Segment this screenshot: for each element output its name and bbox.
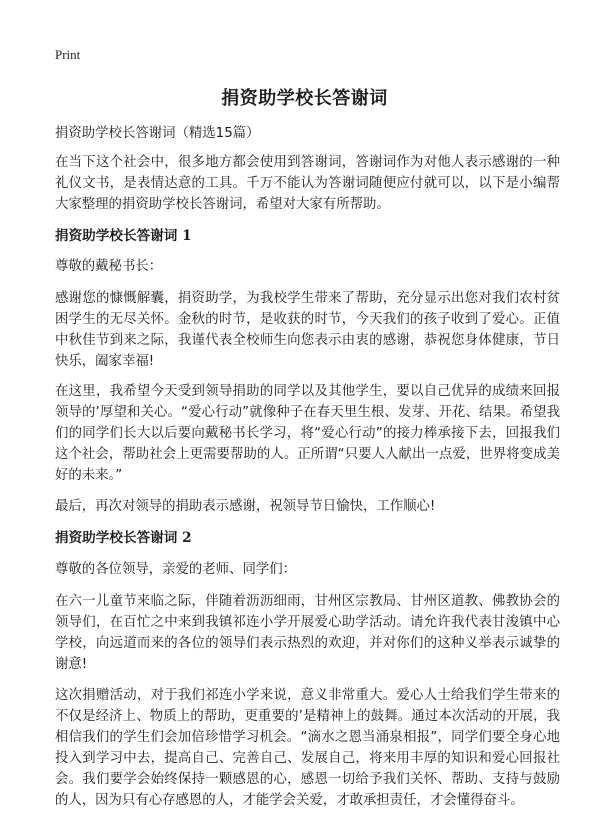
print-link[interactable]: Print	[55, 47, 81, 62]
section-greeting: 尊敬的各位领导，亲爱的老师、同学们：	[55, 562, 297, 577]
document-subtitle: 捐资助学校长答谢词（精选15篇）	[55, 126, 260, 141]
section-heading: 捐资助学校长答谢词 2	[55, 530, 192, 546]
section-heading: 捐资助学校长答谢词 1	[55, 228, 192, 244]
section-paragraph: 在六一儿童节来临之际，伴随着沥沥细雨，甘州区宗教局、甘州区道教、佛教协会的领导们，在百忙之中来到我镇祁连小学开展爱心助学活动。请允许我代表甘浚镇中心学校，向远道而来的各位的领导们表示热烈的欢迎，并对你们的这种义举表示诚挚的谢意!	[55, 594, 560, 672]
section-greeting: 尊敬的戴秘书长：	[55, 259, 163, 274]
section-paragraph: 最后，再次对领导的捐助表示感谢，祝领导节日愉快，工作顺心!	[55, 499, 436, 514]
section-1	[55, 226, 560, 517]
section-paragraph: 感谢您的慷慨解囊，捐资助学，为我校学生带来了帮助，充分显示出您对我们农村贫困学生的无尽关怀。金秋的时节，是收获的时节，今天我们的孩子收到了爱心。正值中秋佳节到来之际，我谨代表全校师生向您表示由衷的感谢，恭祝您身体健康，节日快乐，阖家幸福!	[55, 291, 560, 369]
section-paragraph: 在这里，我希望今天受到领导捐助的同学以及其他学生，要以自己优异的成绩来回报领导的’厚望和关心。“爱心行动”就像种子在春天里生根、发芽、开花、结果。希望我们的同学们长大以后要向戴秘书长学习，将“爱心行动”的接力棒承接下去，回报我们这个社会，帮助社会上更需要帮助的人。正所谓“只要人人献出一点爱，世界将变成美好的未来。”	[55, 384, 560, 483]
page-title: 捐资助学校长答谢词	[221, 88, 388, 109]
section-paragraph: 这次捐赠活动，对于我们祁连小学来说，意义非常重大。爱心人士给我们学生带来的不仅是经济上、物质上的帮助，更重要的’是精神上的鼓舞。通过本次活动的开展，我相信我们的学生们会加倍珍惜学习机会。“滴水之恩当涌泉相报”，同学们要全身心地投入到学习中去，提高自己、完善自己、发展自己，将来用丰厚的知识和爱心回报社会。我们要学会始终保持一颗感恩的心，感恩一切给予我们关怀、帮助、支持与鼓励的人，因为只有心存感恩的人，才能学会关爱，才敢承担责任，才会懂得奋斗。	[55, 688, 560, 808]
section-2	[55, 528, 560, 811]
intro-paragraph: 在当下这个社会中，很多地方都会使用到答谢词，答谢词作为对他人表示感谢的一种礼仪文书，是表情达意的工具。千万不能认为答谢词随便应付就可以，以下是小编帮大家整理的捐资助学校长答谢词，希望对大家有所帮助。	[55, 155, 560, 212]
